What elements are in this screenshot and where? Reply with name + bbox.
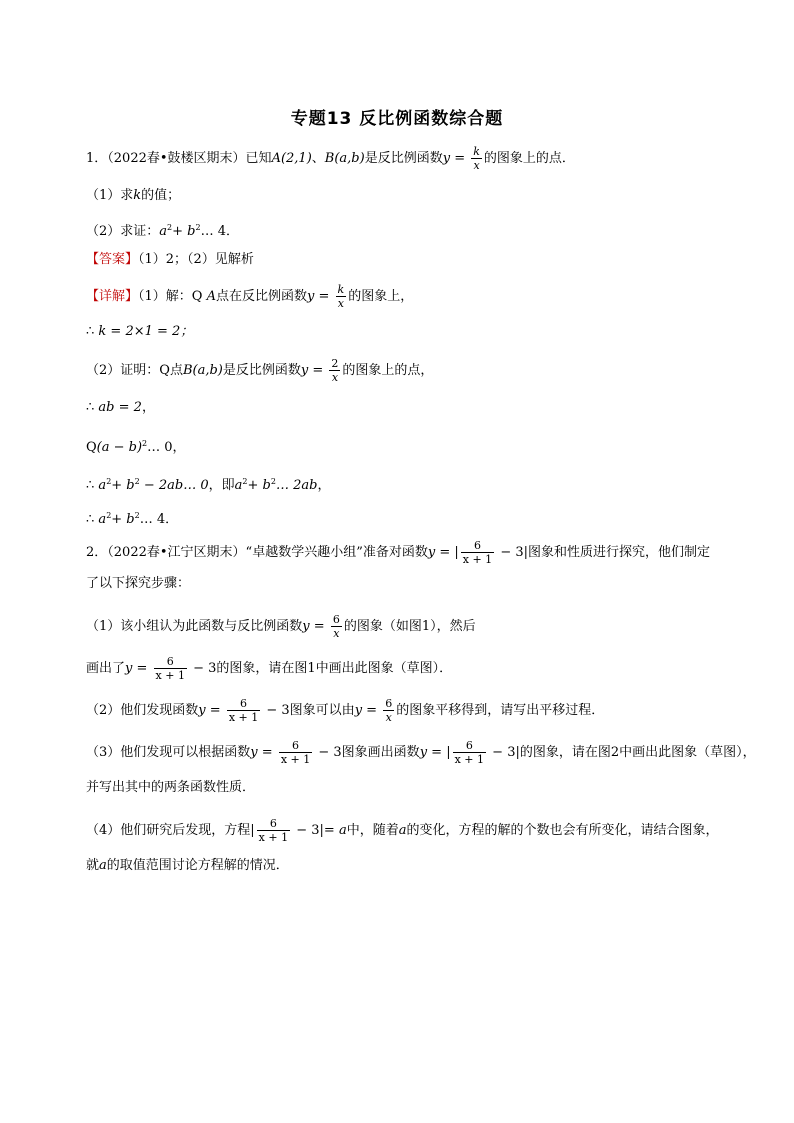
q2-step1-2: 画出了y = $\frac{6}{x + 1}$ − 3的图象，请在图1中画出此图象（草图）． xyxy=(86,655,453,682)
fraction-6-over-x: $\frac{6}{x}$ xyxy=(332,613,340,640)
fraction-6-over-x-plus-1: $\frac{6}{x + 1}$ xyxy=(228,697,259,724)
q2-step4: （4）他们研究后发现，方程| $\frac{6}{x + 1}$ − 3|= a中，随着a的变化，方程的解的个数也会有所变化，请结合图象， xyxy=(86,817,719,844)
fraction-6-over-x-plus-1: $\frac{6}{x + 1}$ xyxy=(258,817,289,844)
q1-detail-4: ∴ ab = 2， xyxy=(86,400,155,415)
q1-detail-3: （2）证明：Q点B(a,b)是反比例函数y = $\frac{2}{x}$ 的图象上的点， xyxy=(86,357,434,384)
q1-number: 1． xyxy=(86,151,108,166)
therefore-symbol: ∴ xyxy=(86,324,95,339)
q2-step3: （3）他们发现可以根据函数y = $\frac{6}{x + 1}$ − 3图象画出函数y = | $\frac{6}{x + 1}$ − 3|的图象，请在图2中画出此图象（草图）， xyxy=(86,739,756,766)
fraction-k-over-x: $\frac{k}{x}$ xyxy=(473,145,480,172)
fraction-6-over-x: $\frac{6}{x}$ xyxy=(385,697,393,724)
page-title: 专题13 反比例函数综合题 xyxy=(290,109,504,129)
fraction-2-over-x: $\frac{2}{x}$ xyxy=(331,357,339,384)
q1-stem: 1．（2022春•鼓楼区期末）已知A(2,1)、B(a,b)是反比例函数y = $\frac{k}{x}$ 的图象上的点． xyxy=(86,145,575,172)
q2-step3-2: 并写出其中的两条函数性质． xyxy=(86,780,256,795)
q1-detail-6: ∴ $a^2+ b^2$ − 2ab… 0，即$a^2+$ $b^2\dots$ 2ab， xyxy=(86,477,331,493)
q1-part1: （1）求k的值； xyxy=(86,188,181,203)
because-symbol: Q xyxy=(191,289,203,304)
q1-detail-1: 【详解】（1）解：Q A点在反比例函数y = $\frac{k}{x}$ 的图象上， xyxy=(86,283,414,310)
q2-step4-2: 就a的取值范围讨论方程解的情况． xyxy=(86,858,289,873)
q2-source: （2022春•江宁区期末） xyxy=(107,545,246,560)
q1-answer: 【答案】（1）2；（2）见解析 xyxy=(86,252,254,267)
q1-detail-7: ∴ $a^2+$ $b^2\dots$ 4． xyxy=(86,511,179,527)
q2-number: 2． xyxy=(86,545,108,560)
q2-stem-2: 了以下探究步骤： xyxy=(86,576,191,591)
fraction-6-over-x-plus-1: $\frac{6}{x + 1}$ xyxy=(155,655,185,682)
q2-step1: （1）该小组认为此函数与反比例函数y = $\frac{6}{x}$ 的图象（如图1），然后 xyxy=(86,613,476,640)
fraction-k-over-x: $\frac{k}{x}$ xyxy=(337,283,345,310)
detail-tag: 【详解】 xyxy=(86,289,139,304)
q2-step2: （2）他们发现函数y = $\frac{6}{x + 1}$ − 3图象可以由y = $\frac{6}{x}$ 的图象平移得到，请写出平移过程． xyxy=(86,697,605,724)
fraction-6-over-x-plus-1: $\frac{6}{x + 1}$ xyxy=(462,539,493,566)
fraction-6-over-x-plus-1: $\frac{6}{x + 1}$ xyxy=(454,739,485,766)
q1-source: （2022春•鼓楼区期末） xyxy=(107,151,246,166)
q2-stem: 2．（2022春•江宁区期末）“卓越数学兴趣小组”准备对函数y = | $\frac{6}{x + 1}$ − 3|图象和性质进行探究，他们制定 xyxy=(86,539,711,566)
q1-part2: （2）求证：$a^2+$ $b^2\dots$ 4． xyxy=(86,223,239,239)
q1-detail-5: $Q(a - b)^2\dots$ 0， xyxy=(86,439,186,455)
q1-detail-2: ∴ k = 2×1 = 2； xyxy=(86,324,194,339)
answer-tag: 【答案】 xyxy=(86,252,139,267)
fraction-6-over-x-plus-1: $\frac{6}{x + 1}$ xyxy=(280,739,311,766)
